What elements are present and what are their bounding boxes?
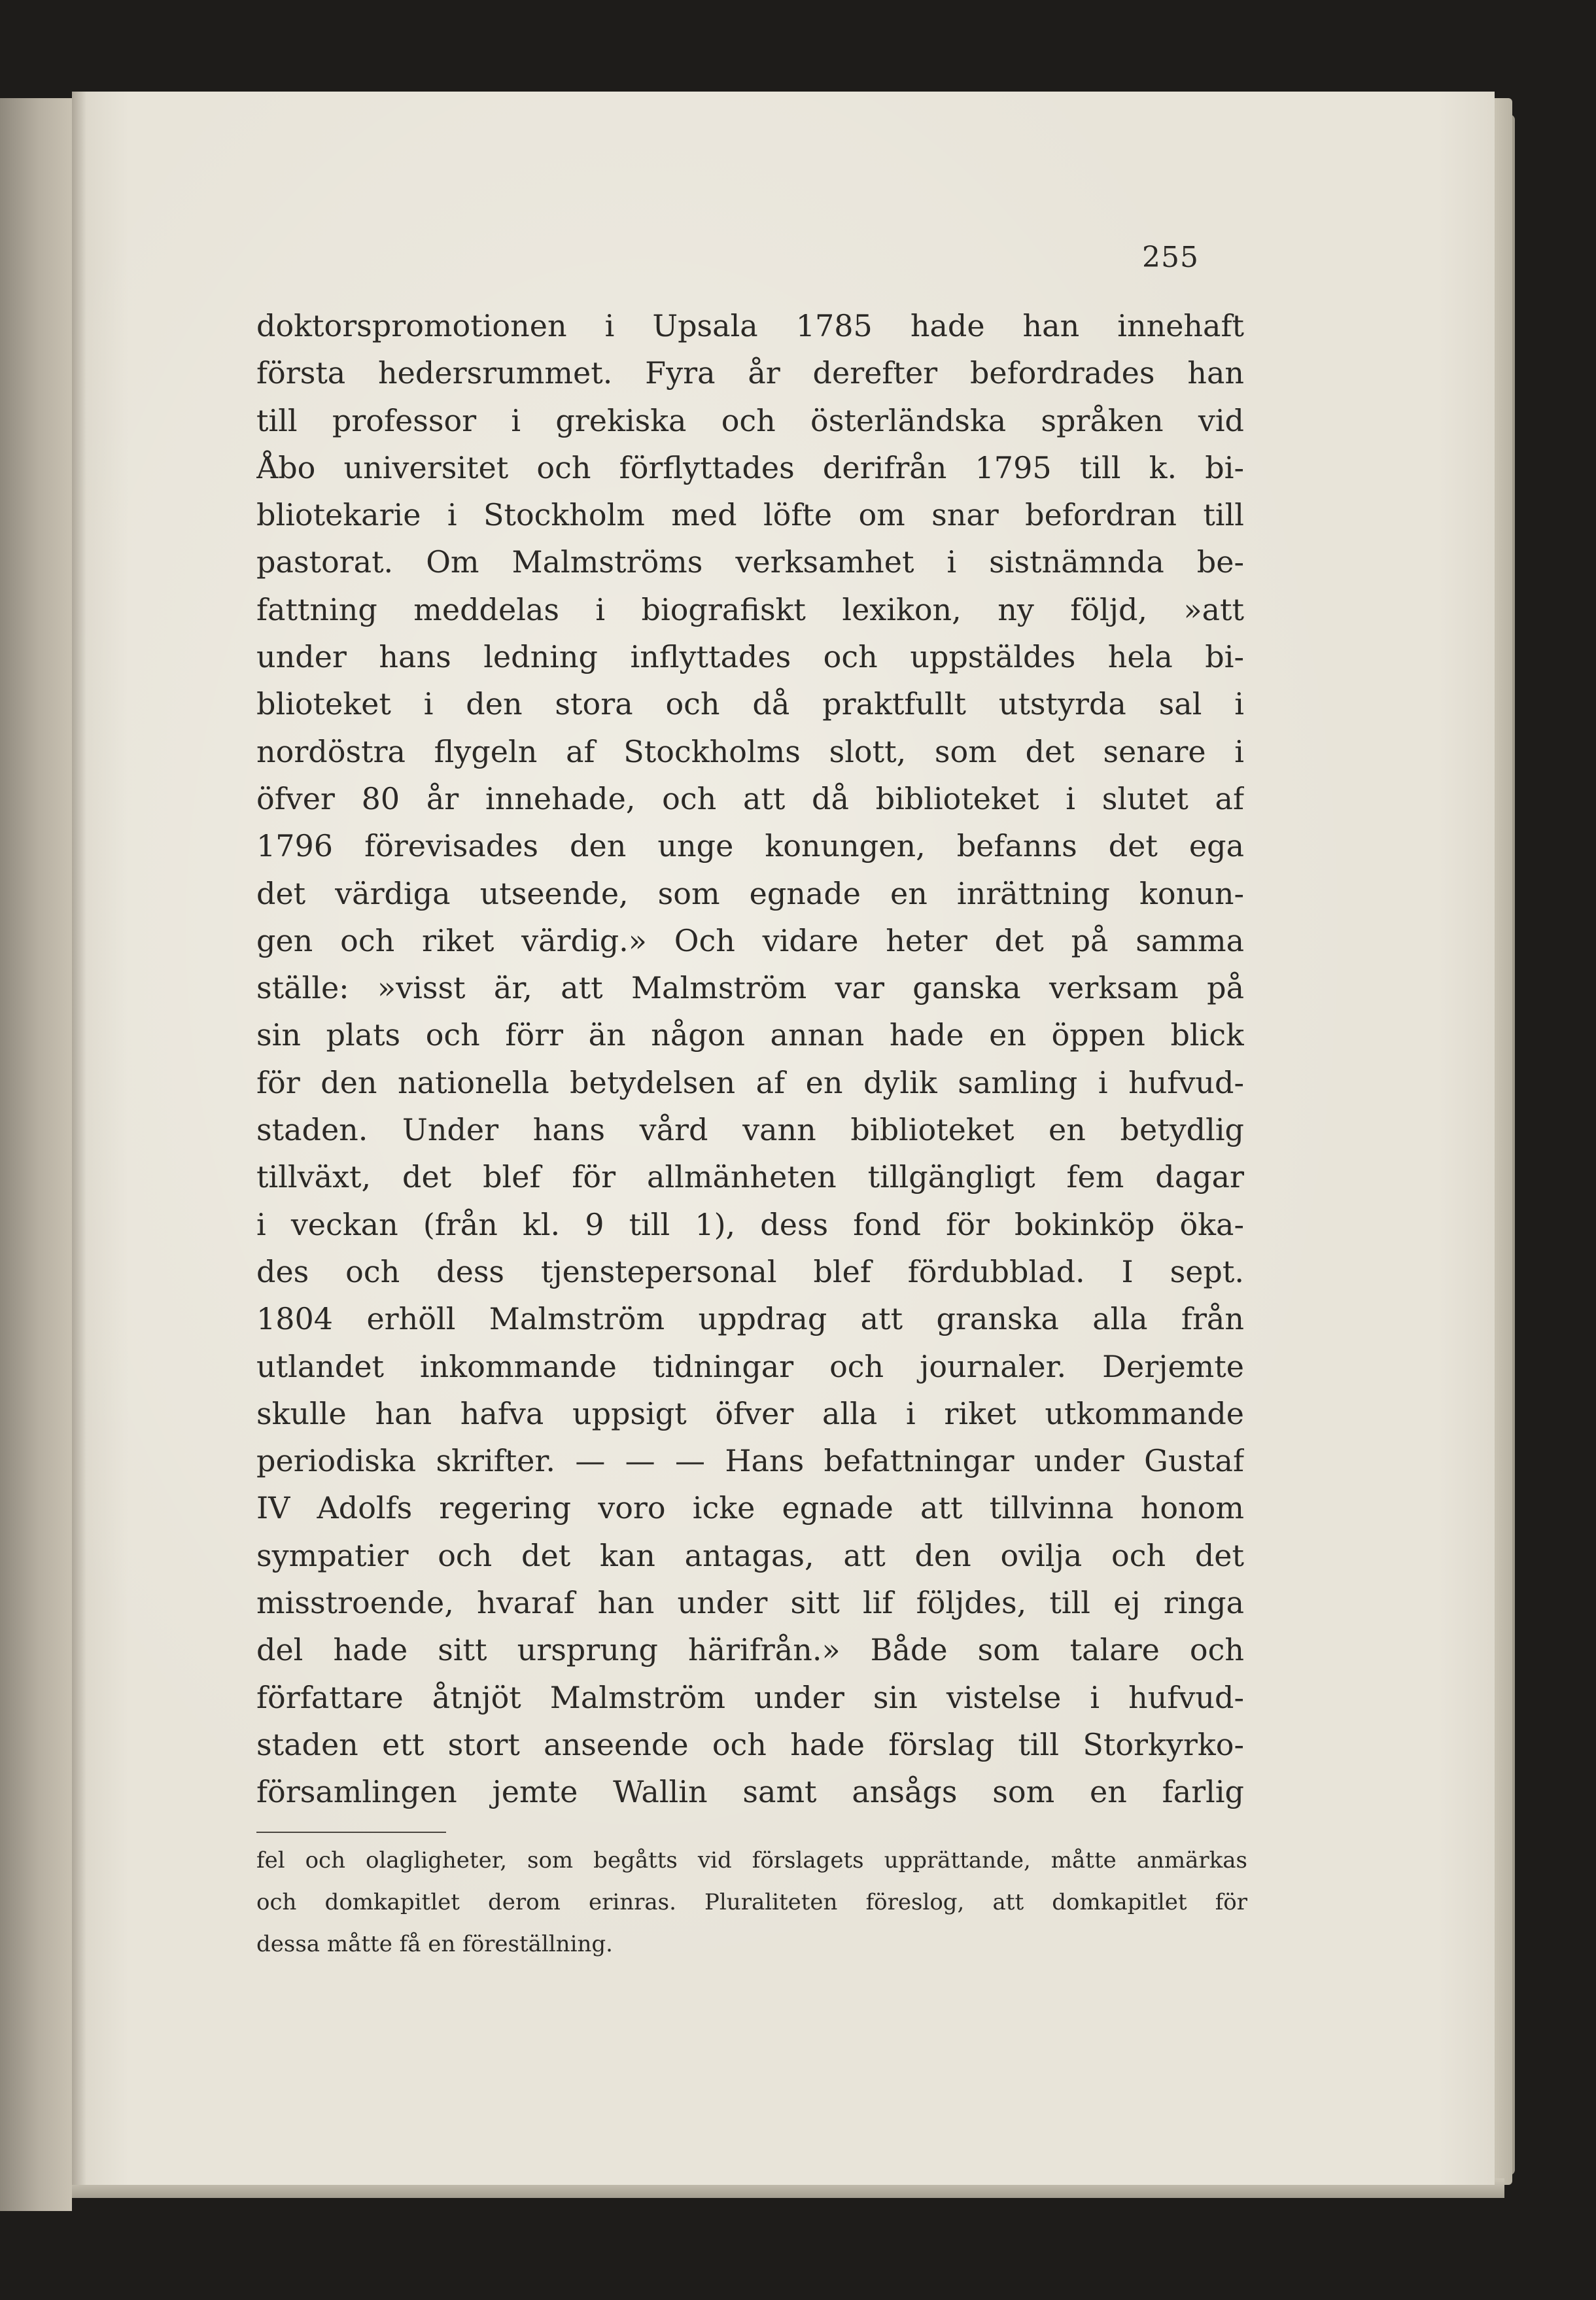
previous-page-edge	[0, 98, 72, 2211]
text-line: Åbo universitet och förflyttades derifrån 1795 till k. bi-	[256, 449, 1244, 485]
page-number: 255	[1142, 241, 1199, 274]
text-line: tillväxt, det blef för allmänheten tillgängligt fem dagar	[256, 1159, 1244, 1195]
text-line: del hade sitt ursprung härifrån.» Både som talare och	[256, 1632, 1244, 1668]
text-line: nordöstra flygeln af Stockholms slott, som det senare i	[256, 733, 1244, 769]
text-line: staden ett stort anseende och hade förslag till Storkyrko-	[256, 1726, 1244, 1762]
text-line: utlandet inkommande tidningar och journaler. Derjemte	[256, 1348, 1244, 1384]
footnote-line: dessa måtte få en föreställning.	[256, 1931, 613, 1957]
text-line: misstroende, hvaraf han under sitt lif följdes, till ej ringa	[256, 1585, 1244, 1621]
text-line: doktorspromotionen i Upsala 1785 hade han innehaft	[256, 308, 1244, 343]
text-line: staden. Under hans vård vann biblioteket en betydlig	[256, 1112, 1244, 1148]
text-line: skulle han hafva uppsigt öfver alla i riket utkommande	[256, 1395, 1244, 1431]
text-line: för den nationella betydelsen af en dylik samling i hufvud-	[256, 1064, 1244, 1100]
footnote-line: fel och olagligheter, som begåtts vid förslagets upprättande, måtte anmärkas	[256, 1847, 1247, 1873]
footnote-line: och domkapitlet derom erinras. Pluraliteten föreslog, att domkapitlet för	[256, 1889, 1247, 1915]
gutter-shadow	[72, 92, 86, 2185]
text-line: 1796 förevisades den unge konungen, befanns det ega	[256, 828, 1244, 864]
text-line: IV Adolfs regering voro icke egnade att tillvinna honom	[256, 1490, 1244, 1526]
body-text	[256, 302, 1244, 1816]
footnote-rule	[256, 1832, 446, 1833]
text-line: ställe: »visst är, att Malmström var ganska verksam på	[256, 970, 1244, 1006]
text-line: fattning meddelas i biografiskt lexikon, ny följd, »att	[256, 591, 1244, 627]
text-line: periodiska skrifter. — — — Hans befattningar under Gustaf	[256, 1443, 1244, 1479]
text-line: 1804 erhöll Malmström uppdrag att granska alla från	[256, 1301, 1244, 1337]
text-line: första hedersrummet. Fyra år derefter befordrades han	[256, 355, 1244, 391]
text-line: öfver 80 år innehade, och att då biblioteket i slutet af	[256, 780, 1244, 816]
text-line: församlingen jemte Wallin samt ansågs som en farlig	[256, 1774, 1244, 1810]
text-line: des och dess tjenstepersonal blef fördubblad. I sept.	[256, 1253, 1244, 1289]
text-line: författare åtnjöt Malmström under sin vistelse i hufvud-	[256, 1679, 1244, 1715]
text-line: blioteket i den stora och då praktfullt utstyrda sal i	[256, 686, 1244, 722]
text-line: sin plats och förr än någon annan hade en öppen blick	[256, 1017, 1244, 1053]
text-line: bliotekarie i Stockholm med löfte om snar befordran till	[256, 497, 1244, 533]
text-line: sympatier och det kan antagas, att den ovilja och det	[256, 1537, 1244, 1573]
footnote	[256, 1839, 1247, 1965]
text-line: pastorat. Om Malmströms verksamhet i sistnämnda be-	[256, 544, 1244, 580]
text-line: i veckan (från kl. 9 till 1), dess fond för bokinköp öka-	[256, 1206, 1244, 1242]
text-line: till professor i grekiska och österländska språken vid	[256, 402, 1244, 438]
text-line: under hans ledning inflyttades och uppstäldes hela bi-	[256, 639, 1244, 675]
text-line: gen och riket värdig.» Och vidare heter det på samma	[256, 922, 1244, 958]
text-line: det värdiga utseende, som egnade en inrättning konun-	[256, 875, 1244, 911]
